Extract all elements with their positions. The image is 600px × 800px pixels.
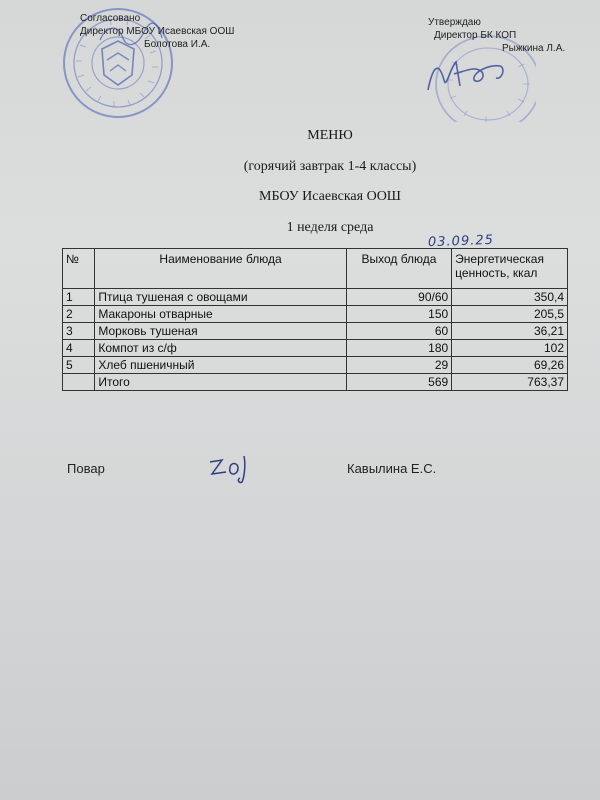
menu-table (62, 248, 568, 391)
cook-signature (204, 448, 264, 484)
header-number: № (63, 249, 95, 289)
approval-left-heading: Согласовано (80, 13, 141, 24)
cook-label: Повар (67, 461, 105, 476)
dish-name: Макароны отварные (95, 306, 346, 323)
dish-portion: 60 (346, 323, 451, 340)
dish-name: Морковь тушеная (95, 323, 346, 340)
row-number: 3 (63, 323, 95, 340)
total-portion: 569 (346, 374, 451, 391)
director-signature-left (96, 18, 166, 58)
table-row (63, 306, 568, 323)
table-row (63, 289, 568, 306)
total-energy: 763,37 (452, 374, 568, 391)
cook-name: Кавылина Е.С. (347, 461, 437, 476)
dish-energy: 350,4 (452, 289, 568, 306)
dish-name: Компот из с/ф (95, 340, 346, 357)
total-label: Итого (95, 374, 346, 391)
dish-name: Птица тушеная с овощами (95, 289, 346, 306)
table-row (63, 357, 568, 374)
handwritten-date: 03.09.25 (427, 232, 495, 251)
table-header-row (63, 249, 568, 289)
row-number: 2 (63, 306, 95, 323)
approval-right-name: Рыжкина Л.А. (502, 43, 566, 54)
header-dish-name: Наименование блюда (95, 249, 346, 289)
dish-energy: 205,5 (452, 306, 568, 323)
dish-energy: 102 (452, 340, 568, 357)
menu-subtitle: (горячий завтрак 1-4 классы) (243, 159, 417, 174)
dish-energy: 36,21 (452, 323, 568, 340)
row-number: 1 (63, 289, 95, 306)
total-number-cell (63, 374, 95, 391)
week-day: 1 неделя среда (286, 220, 374, 235)
approval-right-heading: Утверждаю (428, 17, 481, 28)
dish-portion: 90/60 (346, 289, 451, 306)
table-total-row (63, 374, 568, 391)
row-number: 4 (63, 340, 95, 357)
header-portion: Выход блюда (346, 249, 451, 289)
menu-title: МЕНЮ (307, 128, 353, 143)
dish-portion: 180 (346, 340, 451, 357)
school-name: МБОУ Исаевская ООШ (259, 189, 401, 204)
approval-right-position: Директор БК КОП (434, 30, 517, 41)
director-signature-right (420, 50, 520, 100)
table-row (63, 340, 568, 357)
dish-portion: 29 (346, 357, 451, 374)
dish-portion: 150 (346, 306, 451, 323)
header-energy: Энергетическая ценность, ккал (452, 249, 568, 289)
dish-energy: 69,26 (452, 357, 568, 374)
table-row (63, 323, 568, 340)
approval-left-position: Директор МБОУ Исаевская ООШ (80, 26, 235, 37)
dish-name: Хлеб пшеничный (95, 357, 346, 374)
approval-left-name: Болотова И.А. (144, 39, 211, 50)
row-number: 5 (63, 357, 95, 374)
